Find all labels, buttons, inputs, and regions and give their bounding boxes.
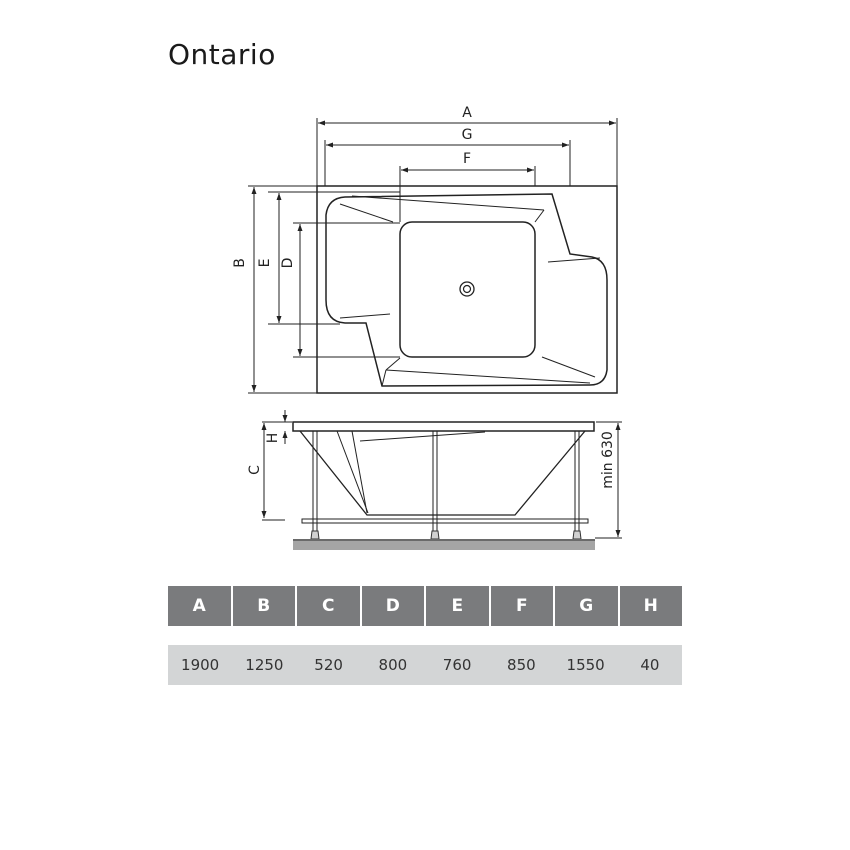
- header-cell-g: G: [555, 586, 620, 626]
- header-cell-a: A: [168, 586, 233, 626]
- dim-label-a: A: [462, 105, 472, 121]
- product-title: Ontario: [168, 38, 276, 71]
- header-cell-f: F: [491, 586, 556, 626]
- value-cell-g: 1550: [566, 656, 605, 674]
- header-cell-e: E: [426, 586, 491, 626]
- header-cell-d: D: [362, 586, 427, 626]
- dimensions-header-row: [168, 586, 682, 626]
- value-cell-c: 520: [314, 656, 343, 674]
- value-cell-h: 40: [640, 656, 660, 674]
- dim-label-f: F: [462, 151, 472, 167]
- dim-label-min-height: min 630: [600, 431, 616, 489]
- dim-label-c: C: [247, 465, 263, 475]
- dimensions-values-row: [168, 645, 682, 685]
- dim-label-e: E: [257, 258, 273, 268]
- dim-label-b: B: [232, 258, 248, 268]
- dim-label-h: H: [265, 432, 281, 444]
- value-cell-f: 850: [507, 656, 536, 674]
- value-cell-b: 1250: [245, 656, 284, 674]
- dim-label-d: D: [280, 257, 296, 269]
- value-cell-d: 800: [378, 656, 408, 674]
- header-cell-h: H: [620, 586, 683, 626]
- dim-label-g: G: [461, 127, 473, 143]
- header-cell-b: B: [233, 586, 298, 626]
- value-cell-a: 1900: [181, 656, 220, 674]
- header-cell-c: C: [297, 586, 362, 626]
- value-cell-e: 760: [442, 656, 472, 674]
